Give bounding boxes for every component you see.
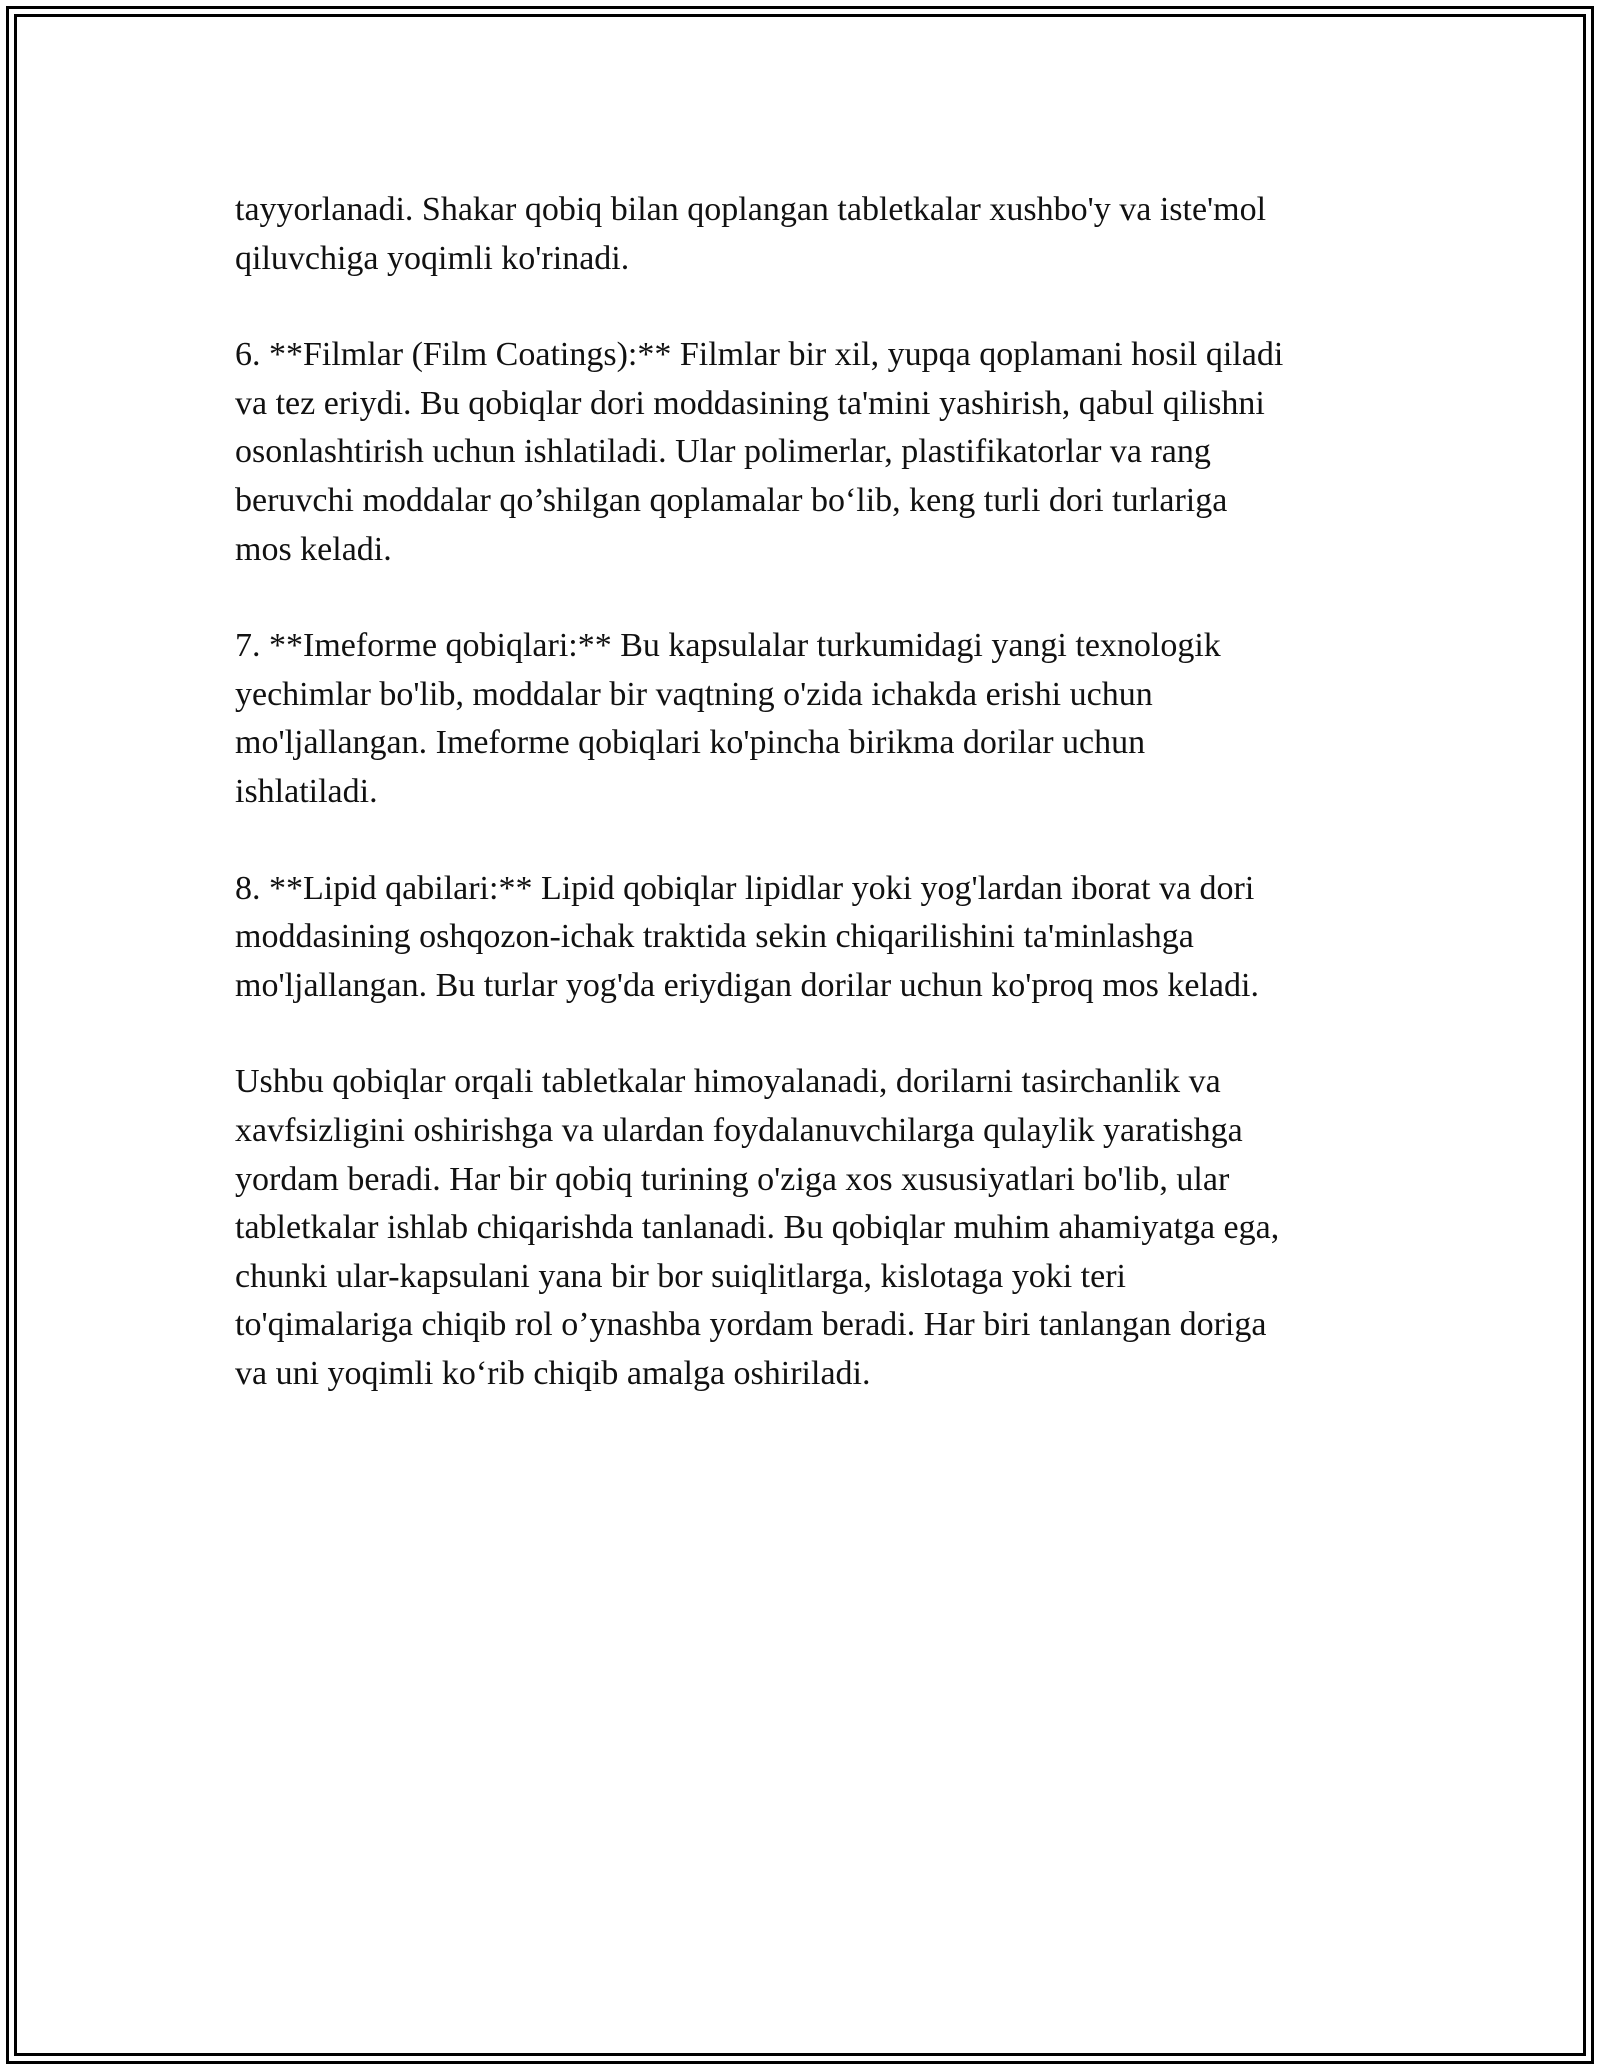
- paragraph-conclusion: Ushbu qobiqlar orqali tabletkalar himoyalanadi, dorilarni tasirchanlik va xavfsizligini oshirishga va ulardan foydalanuvchilarga qulaylik yaratishga yordam beradi. Har bir qobiq turining o'ziga xos xususiyatlari bo'lib, ular tabletkalar ishlab chiqarishda tanlanadi. Bu qobiqlar muhim ahamiyatga ega, chunki ular-kapsulani yana bir bor suiqlitlarga, kislotaga yoki teri to'qimalariga chiqib rol o’ynashba yordam beradi. Har biri tanlangan doriga va uni yoqimli ko‘rib chiqib amalga oshiriladi.: [235, 1063, 1280, 1392]
- paragraph-imeforme-coatings: 7. **Imeforme qobiqlari:** Bu kapsulalar turkumidagi yangi texnologik yechimlar bo'lib, moddalar bir vaqtning o'zida ichakda erishi uchun mo'ljallangan. Imeforme qobiqlari ko'pincha birikma dorilar uchun ishlatiladi.: [235, 627, 1221, 810]
- paragraph-sugar-coating-continuation: tayyorlanadi. Shakar qobiq bilan qoplangan tabletkalar xushbo'y va iste'mol qiluvchiga yoqimli ko'rinadi.: [235, 191, 1267, 277]
- document-body: [235, 186, 1375, 1446]
- paragraph-film-coatings: 6. **Filmlar (Film Coatings):** Filmlar bir xil, yupqa qoplamani hosil qiladi va tez eriydi. Bu qobiqlar dori moddasining ta'mini yashirish, qabul qilishni osonlashtirish uchun ishlatiladi. Ular polimerlar, plastifikatorlar va rang beruvchi moddalar qo’shilgan qoplamalar bo‘lib, keng turli dori turlariga mos keladi.: [235, 336, 1284, 568]
- paragraph-lipid-coatings: 8. **Lipid qabilari:** Lipid qobiqlar lipidlar yoki yog'lardan iborat va dori moddasining oshqozon-ichak traktida sekin chiqarilishini ta'minlashga mo'ljallangan. Bu turlar yog'da eriydigan dorilar uchun ko'proq mos keladi.: [235, 869, 1259, 1004]
